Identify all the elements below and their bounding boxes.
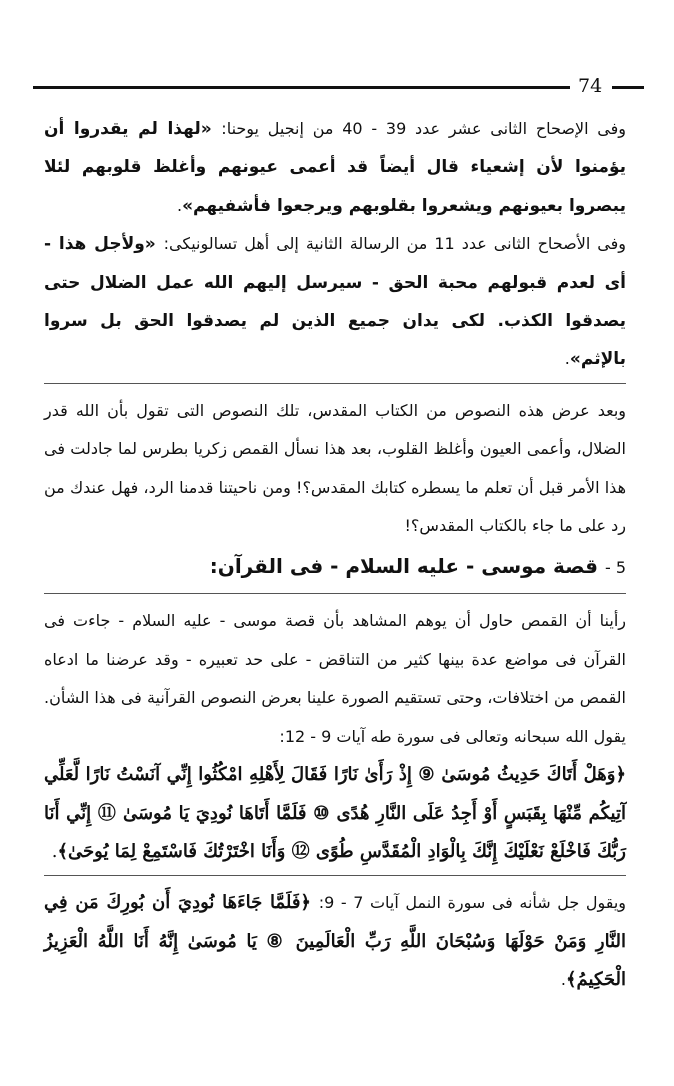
- paragraph-text: وبعد عرض هذه النصوص من الكتاب المقدس، تلك النصوص التى تقول بأن الله قدر الضلال، وأعمى العيون وأغلظ القلوب، بعد هذا نسأل القمص زكريا بطرس لما جادلت فى هذا الأمر قبل أن تعلم ما يسطره كتابك المقدس؟! ومن ناحيتنا قدمنا الرد، فهل عندك من رد على ما جاء بالكتاب المقدس؟!: [44, 400, 626, 536]
- header-rule-short: [612, 86, 644, 89]
- page-header: [30, 72, 630, 102]
- sentence-end: .: [51, 840, 58, 862]
- section-number: 5 -: [604, 558, 626, 578]
- sentence-end: .: [560, 970, 566, 990]
- quran-verse-naml: ﴿فَلَمَّا جَاءَهَا نُودِيَ أَن بُورِكَ مَن فِي النَّارِ وَمَنْ حَوْلَهَا وَسُبْحَانَ اللَّهِ رَبِّ الْعَالَمِينَ ⑧ يَا مُوسَىٰ إِنَّهُ أَنَا اللَّهُ الْعَزِيزُ الْحَكِيمُ﴾: [44, 892, 626, 991]
- section-title: قصة موسى - عليه السلام - فى القرآن:: [209, 554, 598, 579]
- paragraph-divider: [44, 383, 626, 384]
- paragraph-lead: وفى الأصحاح الثانى عدد 11 من الرسالة الثانية إلى أهل تسالونيكى:: [163, 234, 627, 254]
- section-divider: [44, 593, 626, 594]
- paragraph-john-quote: [44, 110, 626, 225]
- paragraph-lead: ويقول جل شأنه فى سورة النمل آيات 7 - 9:: [318, 893, 627, 913]
- page-body: [44, 110, 626, 1000]
- bible-quote-bold: «لهذا لم يقدروا أن يؤمنوا لأن إشعياء قال أيضاً قد أعمى عيونهم وأغلظ قلوبهم لئلا يبصروا بعيونهم ويشعروا بقلوبهم ويرجعوا فأشفيهم»: [44, 119, 626, 216]
- bible-quote-bold-1: «ولأجل هذا - أى لعدم قبولهم محبة الحق - سيرسل إليهم الله عمل الضلال حتى يصدقوا الكذب.: [44, 234, 626, 332]
- sentence-end: .: [176, 195, 183, 215]
- quran-verse-taha: [44, 756, 626, 871]
- bible-quote-bold-2: لكى يدان جميع الذين لم يصدقوا الحق بل سروا بالإثم»: [44, 311, 626, 370]
- paragraph-divider-2: [44, 875, 626, 876]
- paragraph-lead: وفى الإصحاح الثانى عشر عدد 39 - 40 من إنجيل يوحنا:: [221, 119, 626, 138]
- paragraph-text: رأينا أن القمص حاول أن يوهم المشاهد بأن قصة موسى - عليه السلام - جاءت فى القرآن فى مواضع عدة بينها كثير من التناقض - على حد تعبيره - وقد عرضنا ما ادعاه القمص من اختلافات، وحتى تستقيم الصورة علينا بعرض النصوص القرآنية فى هذا الشأن. يقول الله سبحانه وتعالى فى سورة طه آيات 9 - 12:: [44, 611, 626, 746]
- paragraph-thessalonians-quote: [44, 225, 626, 379]
- verse-text: ﴿وَهَلْ أَتَاكَ حَدِيثُ مُوسَىٰ ⑨ إِذْ رَأَىٰ نَارًا فَقَالَ لِأَهْلِهِ امْكُثُوا إِنِّي آنَسْتُ نَارًا لَّعَلِّي آتِيكُم مِّنْهَا بِقَبَسٍ أَوْ أَجِدُ عَلَى النَّارِ هُدًى ⑩ فَلَمَّا أَتَاهَا نُودِيَ يَا مُوسَىٰ ⑪ إِنِّي أَنَا رَبُّكَ فَاخْلَعْ نَعْلَيْكَ إِنَّكَ بِالْوَادِ الْمُقَدَّسِ طُوًى ⑫ وَأَنَا اخْتَرْتُكَ فَاسْتَمِعْ لِمَا يُوحَىٰ﴾: [44, 764, 626, 862]
- header-rule-long: [33, 86, 570, 89]
- paragraph-question: [44, 392, 626, 546]
- paragraph-naml: [44, 884, 626, 999]
- sentence-end: .: [564, 349, 570, 369]
- section-heading: [44, 545, 626, 589]
- page-number: 74: [578, 75, 603, 97]
- paragraph-intro-taha: [44, 602, 626, 756]
